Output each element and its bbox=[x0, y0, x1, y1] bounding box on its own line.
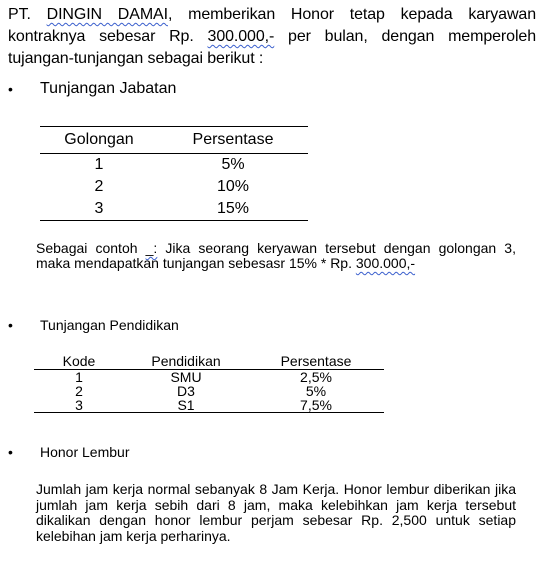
honor-amount: 300.000,- bbox=[207, 28, 275, 45]
table-cell: 2 bbox=[75, 383, 83, 399]
example-colon: _: bbox=[145, 240, 158, 256]
table-row bbox=[34, 398, 384, 413]
table-cell: SMU bbox=[170, 369, 202, 385]
column-header: Persentase bbox=[248, 352, 384, 370]
column-header: Persentase bbox=[158, 127, 308, 154]
section-title-pendidikan: Tunjangan Pendidikan bbox=[40, 317, 179, 333]
intro-text: PT. bbox=[8, 6, 47, 23]
example-amount: 300.000,- bbox=[355, 255, 416, 271]
section-title-lembur: Honor Lembur bbox=[40, 444, 130, 460]
table-cell: 3 bbox=[34, 398, 124, 413]
table-cell: 3 bbox=[40, 198, 158, 221]
table-row bbox=[34, 370, 384, 385]
table-tunjangan-pendidikan bbox=[34, 352, 384, 413]
table-cell: 1 bbox=[94, 156, 104, 173]
table-cell: 2 bbox=[94, 178, 104, 195]
table-header-row bbox=[34, 352, 384, 370]
table-cell: 5% bbox=[221, 156, 245, 173]
table-cell: S1 bbox=[124, 398, 248, 413]
bullet-marker: • bbox=[8, 317, 13, 333]
company-name: DINGIN DAMAI bbox=[46, 6, 168, 23]
table-cell: 15% bbox=[158, 198, 308, 221]
bullet-marker: • bbox=[8, 444, 13, 460]
table-tunjangan-jabatan bbox=[40, 126, 308, 221]
intro-text: per bulan, dengan memperoleh tujangan-tunjangan sebagai berikut : bbox=[8, 28, 537, 67]
table-row bbox=[40, 154, 308, 177]
table-row bbox=[34, 384, 384, 398]
section-title-jabatan: Tunjangan Jabatan bbox=[40, 80, 177, 97]
example-text: Sebagai contoh bbox=[36, 240, 146, 256]
column-header: Pendidikan bbox=[124, 352, 248, 370]
column-header: Golongan bbox=[40, 127, 158, 154]
table-row bbox=[40, 176, 308, 198]
example-text: Jika seorang keryawan tersebut dengan golongan 3, maka mendapatkan tunjangan sebesasr 15% * Rp. bbox=[36, 240, 516, 271]
table-cell: 7,5% bbox=[248, 398, 384, 413]
table-row bbox=[40, 198, 308, 221]
column-header: Kode bbox=[34, 352, 124, 370]
intro-text: , memberikan Honor tetap kepada karyawan kontraknya sebesar Rp. bbox=[8, 6, 536, 45]
intro-paragraph bbox=[8, 4, 536, 70]
table-cell: D3 bbox=[177, 383, 195, 399]
table-cell: 2,5% bbox=[300, 369, 332, 385]
table-cell: 5% bbox=[305, 383, 327, 399]
overtime-paragraph: Jumlah jam kerja normal sebanyak 8 Jam Kerja. Honor lembur diberikan jika jumlah jam kerja sebih dari 8 jam, maka kelebihkan jam kerja tersebut dikalikan dengan honor lembur perjam sebesar Rp. 2,500 untuk setiap kelebihan jam kerja perharinya. bbox=[36, 481, 516, 544]
table-cell: 1 bbox=[75, 369, 83, 385]
example-paragraph bbox=[36, 241, 516, 271]
table-cell: 10% bbox=[216, 178, 250, 195]
table-header-row bbox=[40, 127, 308, 154]
bullet-marker: • bbox=[8, 81, 13, 97]
